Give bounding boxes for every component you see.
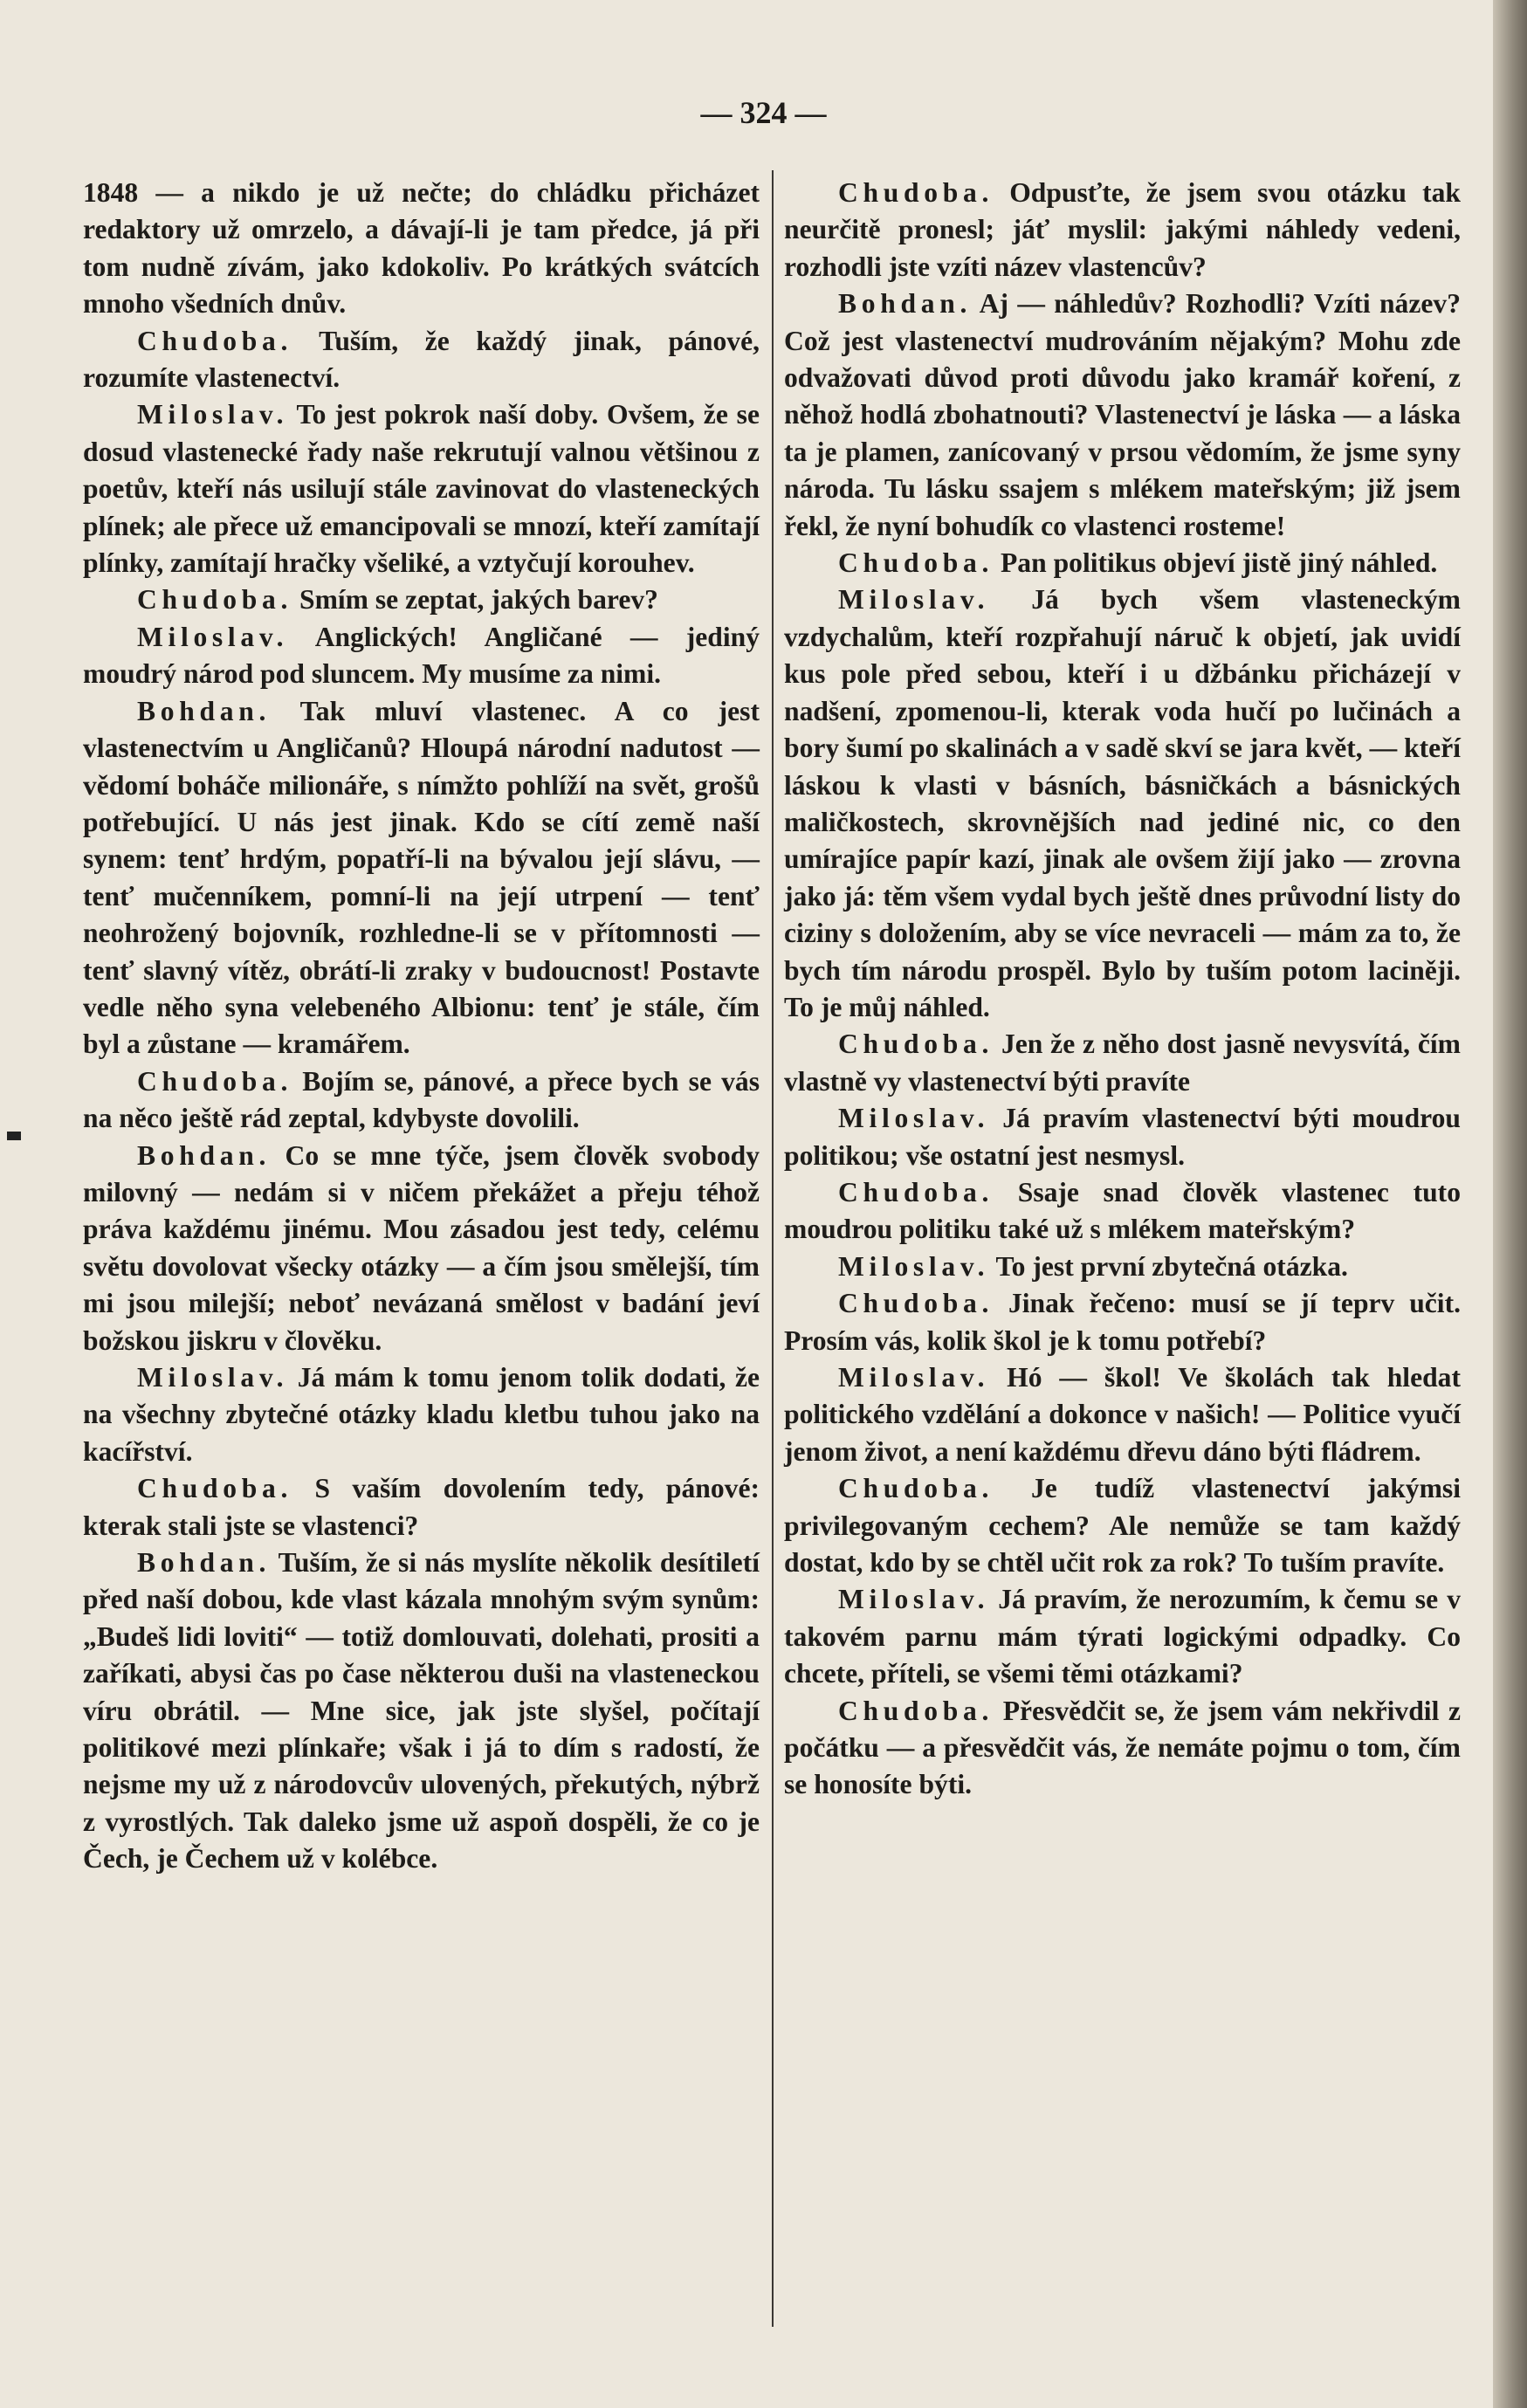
paragraph-text: Přesvědčit se, že jsem vám nekřivdil z počátku — a přesvědčit vás, že nemáte pojmu o tom, čím se honosíte býti.	[784, 1695, 1461, 1800]
paragraph-text: Hó — škol! Ve školách tak hledat politického vzdělání a dokonce v našich! — Politice vyučí jenom život, a není každému dřevu dáno býti fládrem.	[784, 1362, 1461, 1467]
speaker-name: Chudoba.	[838, 547, 994, 579]
paragraph-text: S vaším dovolením tedy, pánové: kterak stali jste se vlastenci?	[83, 1473, 760, 1541]
paragraph-text: Tuším, že každý jinak, pánové, rozumíte vlastenectví.	[83, 325, 760, 394]
speaker-name: Chudoba.	[137, 1065, 293, 1097]
paragraph-text: Pan politikus objeví jistě jiný náhled.	[994, 547, 1438, 579]
speaker-name: Chudoba.	[137, 584, 293, 616]
paragraph-text: Já pravím, že nerozumím, k čemu se v takovém parnu mám týrati logickými odpadky. Co chcete, příteli, se všemi těmi otázkami?	[784, 1584, 1461, 1689]
paragraph	[83, 1138, 760, 1359]
speaker-name: Chudoba.	[838, 1473, 994, 1504]
paragraph	[83, 693, 760, 1063]
paragraph-text: Je tudíž vlastenectví jakýmsi privilegovaným cechem? Ale nemůže se tam každý dostat, kdo by se chtěl učit rok za rok? To tuším pravíte.	[784, 1473, 1461, 1579]
paragraph	[784, 286, 1461, 545]
paragraph	[83, 1545, 760, 1878]
speaker-name: Chudoba.	[838, 1029, 994, 1060]
speaker-name: Chudoba.	[137, 325, 293, 356]
paragraph-text: 1848 — a nikdo je už nečte; do chládku přicházet redaktory už omrzelo, a dávají-li je tam předce, já při tom nudně zívám, jako kdokoliv. Po krátkých svátcích mnoho všedních dnův.	[83, 177, 760, 320]
paragraph-text: Co se mne týče, jsem člověk svobody milovný — nedám si v ničem překážet a přeju téhož práva každému jinému. Mou zásadou jest tedy, celému světu dovolovat všecky otázky — a čím jsou smělejší, tím mi jsou milejší; neboť nevázaná smělost v badání jeví božskou jiskru v člověku.	[83, 1139, 760, 1356]
column-divider	[772, 170, 774, 2327]
paragraph-text: Ssaje snad člověk vlastenec tuto moudrou politiku také už s mlékem mateřským?	[784, 1176, 1461, 1245]
paragraph	[83, 619, 760, 693]
paragraph-text: Odpusťte, že jsem svou otázku tak neurčitě pronesl; jáť myslil: jakými náhledy vedeni, rozhodli jste vzíti název vlastencův?	[784, 177, 1461, 282]
paragraph-text: Anglických! Angličané — jediný moudrý národ pod sluncem. My musíme za nimi.	[83, 621, 760, 690]
speaker-name: Miloslav.	[838, 1362, 990, 1393]
paragraph	[784, 1581, 1461, 1692]
paragraph	[784, 1359, 1461, 1470]
speaker-name: Chudoba.	[838, 177, 994, 208]
paragraph	[784, 1693, 1461, 1804]
paragraph	[784, 545, 1461, 581]
book-spine	[1493, 0, 1527, 2408]
margin-mark	[7, 1132, 21, 1140]
speaker-name: Chudoba.	[838, 1176, 994, 1207]
paragraph	[784, 1249, 1461, 1285]
paragraph	[784, 175, 1461, 286]
speaker-name: Miloslav.	[137, 1362, 289, 1393]
paragraph	[83, 1470, 760, 1545]
paragraph-text: Já bych všem vlasteneckým vzdychalům, kteří rozpřahují náruč k objetí, jak uvidí kus pole před sebou, kteří i u džbánku přicházejí v nadšení, zpomenou-li, kterak voda hučí po lučinách a bory šumí po skalinách a v sadě skví se jara květ, — kteří láskou k vlasti v básních, básničkách a básnických maličkostech, skrovnějších nad jediné nic, co den umírajíce papír kazí, jinak ale ovšem žijí jako — zrovna jako já: těm všem vydal bych ještě dnes průvodní listy do ciziny s doložením, aby se více nevraceli — mám za to, že bych tím národu prospěl. Bylo by tuším potom laciněji. To je můj náhled.	[784, 584, 1461, 1022]
paragraph	[784, 1285, 1461, 1359]
page-number: — 324 —	[700, 95, 827, 130]
paragraph-text: Tuším, že si nás myslíte několik desítiletí před naší dobou, kde vlast kázala mnohým svým synům: „Budeš lidi loviti“ — totiž domlouvati, dolehati, prositi a zaříkati, abysi čas po čase některou duši na vlasteneckou víru obrátil. — Mne sice, jak jste slyšel, počítají politikové mezi plínkaře; však i já to dím s radostí, že nejsme my už z národovcův ulovených, překutých, nýbrž z vyrostlých. Tak daleko jsme už aspoň dospěli, že co je Čech, je Čechem už v kolébce.	[83, 1547, 760, 1875]
paragraph-text: To jest pokrok naší doby. Ovšem, že se dosud vlastenecké řady naše rekrutují valnou většinou z poetův, kteří nás usilují stále zavinovat do vlasteneckých plínek; ale přece už emancipovali se mnozí, kteří zamítají plínky, zamítají hračky všeliké, a vztyčují korouhev.	[83, 399, 760, 579]
speaker-name: Bohdan.	[137, 1547, 272, 1579]
paragraph	[784, 1100, 1461, 1174]
speaker-name: Miloslav.	[838, 1103, 990, 1134]
speaker-name: Bohdan.	[137, 1139, 272, 1171]
paragraph	[83, 175, 760, 323]
paragraph	[83, 396, 760, 581]
speaker-name: Miloslav.	[137, 621, 289, 652]
paragraph	[83, 1359, 760, 1470]
speaker-name: Chudoba.	[838, 1695, 994, 1726]
paragraph-text: Já pravím vlastenectví býti moudrou politikou; vše ostatní jest nesmysl.	[784, 1103, 1461, 1171]
paragraph-text: To jest první zbytečná otázka.	[989, 1250, 1348, 1282]
speaker-name: Bohdan.	[838, 288, 973, 320]
paragraph	[784, 1026, 1461, 1100]
left-column	[83, 175, 760, 1878]
paragraph	[83, 581, 760, 618]
speaker-name: Miloslav.	[838, 1584, 990, 1615]
speaker-name: Miloslav.	[137, 399, 289, 430]
paragraph	[784, 1470, 1461, 1581]
paragraph-text: Já mám k tomu jenom tolik dodati, že na všechny zbytečné otázky kladu kletbu tuhou jako na kacířství.	[83, 1362, 760, 1467]
right-column	[784, 175, 1461, 1804]
paragraph	[83, 1063, 760, 1138]
paragraph	[784, 1174, 1461, 1249]
speaker-name: Miloslav.	[838, 1250, 990, 1282]
speaker-name: Chudoba.	[838, 1288, 994, 1319]
speaker-name: Chudoba.	[137, 1473, 293, 1504]
paragraph	[784, 581, 1461, 1026]
paragraph-text: Tak mluví vlastenec. A co jest vlastenectvím u Angličanů? Hloupá národní nadutost — vědomí boháče milionáře, s nímžto pohlíží na svět, grošů potřebující. U nás jest jinak. Kdo se cítí země naší synem: tenť hrdým, popatří-li na bývalou její slávu, — tenť mučenníkem, pomní-li na její utrpení — tenť neohrožený bojovník, rozhledne-li se v přítomnosti — tenť slavný vítěz, obrátí-li zraky v budoucnost! Postavte vedle něho syna velebeného Albionu: tenť je stále, čím byl a zůstane — kramářem.	[83, 695, 760, 1060]
paragraph-text: Bojím se, pánové, a přece bych se vás na něco ještě rád zeptal, kdybyste dovolili.	[83, 1065, 760, 1134]
paragraph-text: Aj — náhledův? Rozhodli? Vzíti název? Což jest vlastenectví mudrováním nějakým? Mohu zde odvažovati důvod proti důvodu jako kramář koření, z něhož hodlá zbohatnouti? Vlastenectví je láska — a láska ta je plamen, zanícovaný v prsou vědomím, že jsme syny národa. Tu lásku ssajem s mlékem mateřským; již jsem řekl, že nyní bohudík co vlastenci rosteme!	[784, 288, 1461, 541]
speaker-name: Bohdan.	[137, 695, 272, 726]
paragraph-text: Jen že z něho dost jasně nevysvítá, čím vlastně vy vlastenectví býti pravíte	[784, 1029, 1461, 1097]
paragraph	[83, 323, 760, 397]
paragraph-text: Smím se zeptat, jakých barev?	[292, 584, 658, 616]
paragraph-text: Jinak řečeno: musí se jí teprv učit. Prosím vás, kolik škol je k tomu potřebí?	[784, 1288, 1461, 1356]
speaker-name: Miloslav.	[838, 584, 990, 616]
